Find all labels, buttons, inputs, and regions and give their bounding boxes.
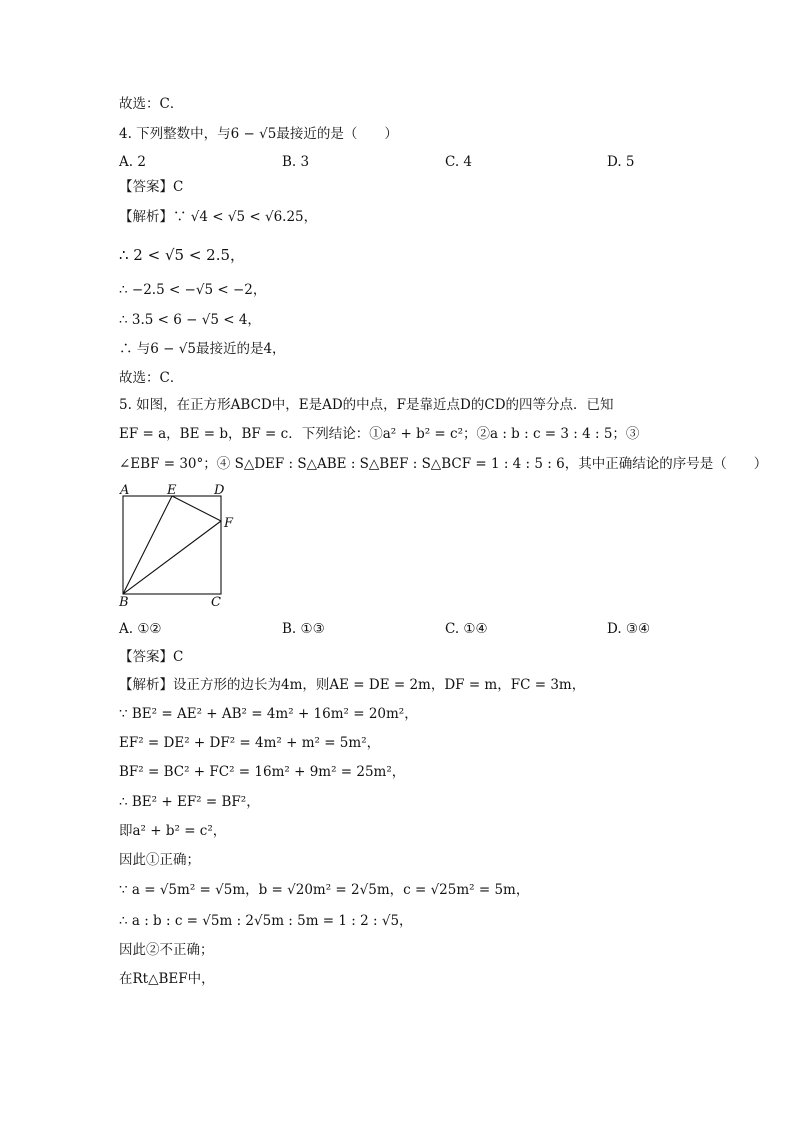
q5-solution-3: EF² = DE² + DF² = 4m² + m² = 5m²，	[119, 735, 381, 751]
q5-solution-10: 因此②不正确；	[119, 942, 214, 958]
line-1: 故选：C．	[119, 96, 184, 112]
q5-answer: 【答案】C	[119, 649, 184, 665]
q5-solution-7: 因此①正确；	[119, 852, 200, 868]
q4-solution-2: ∴ 2 < √5 < 2.5，	[119, 246, 246, 264]
question-5-stem-2: EF = a，BE = b，BF = c．下列结论：①a² + b² = c²；②a : b : c = 3 : 4 : 5；③	[119, 426, 640, 442]
q5-option-d: D. ③④	[607, 621, 651, 637]
q5-solution-2: ∵ BE² = AE² + AB² = 4m² + 16m² = 20m²，	[119, 706, 418, 722]
q4-option-c: C. 4	[445, 154, 473, 170]
q5-solution-11: 在Rt△BEF中，	[119, 971, 215, 987]
segment-be	[123, 496, 172, 594]
q4-option-d: D. 5	[607, 154, 635, 170]
q5-solution-8: ∵ a = √5m² = √5m，b = √20m² = 2√5m，c = √25m² = 5m，	[119, 882, 530, 898]
q5-option-b: B. ①③	[282, 621, 325, 637]
label-e: E	[167, 483, 177, 498]
q5-option-c: C. ①④	[445, 621, 488, 637]
question-4-stem: 4. 下列整数中，与6 − √5最接近的是（ ）	[119, 126, 398, 142]
q4-solution-5: ∴ 与6 − √5最接近的是4，	[119, 341, 286, 357]
label-c: C	[211, 595, 221, 608]
q5-solution-4: BF² = BC² + FC² = 16m² + 9m² = 25m²，	[119, 764, 406, 780]
label-f: F	[224, 516, 234, 531]
question-5-stem-3: ∠EBF = 30°；④ S△DEF : S△ABE : S△BEF : S△BCF = 1 : 4 : 5 : 6，其中正确结论的序号是（ ）	[119, 456, 768, 472]
q5-solution-9: ∴ a : b : c = √5m : 2√5m : 5m = 1 : 2 : √5，	[119, 913, 413, 929]
label-b: B	[119, 595, 129, 608]
q4-solution-1: 【解析】∵ √4 < √5 < √6.25，	[119, 209, 318, 225]
q5-option-a: A. ①②	[119, 621, 162, 637]
q5-solution-1: 【解析】设正方形的边长为4m，则AE = DE = 2m，DF = m，FC = 3m，	[119, 677, 586, 693]
square-figure	[116, 482, 246, 608]
q5-solution-6: 即a² + b² = c²，	[119, 823, 227, 839]
label-a: A	[120, 483, 130, 498]
q4-solution-4: ∴ 3.5 < 6 − √5 < 4，	[119, 312, 261, 328]
q4-answer: 【答案】C	[119, 179, 184, 195]
q5-solution-5: ∴ BE² + EF² = BF²，	[119, 794, 260, 810]
segment-ef	[172, 496, 221, 521]
segment-bf	[123, 521, 221, 594]
q4-solution-3: ∴ −2.5 < −√5 < −2，	[119, 282, 267, 298]
q4-option-b: B. 3	[282, 154, 310, 170]
label-d: D	[214, 483, 225, 498]
square-abcd	[123, 496, 221, 594]
question-5-stem-1: 5. 如图，在正方形ABCD中，E是AD的中点，F是靠近点D的CD的四等分点．已知	[119, 397, 614, 413]
q4-option-a: A. 2	[119, 154, 146, 170]
q4-conclusion: 故选：C．	[119, 370, 184, 386]
